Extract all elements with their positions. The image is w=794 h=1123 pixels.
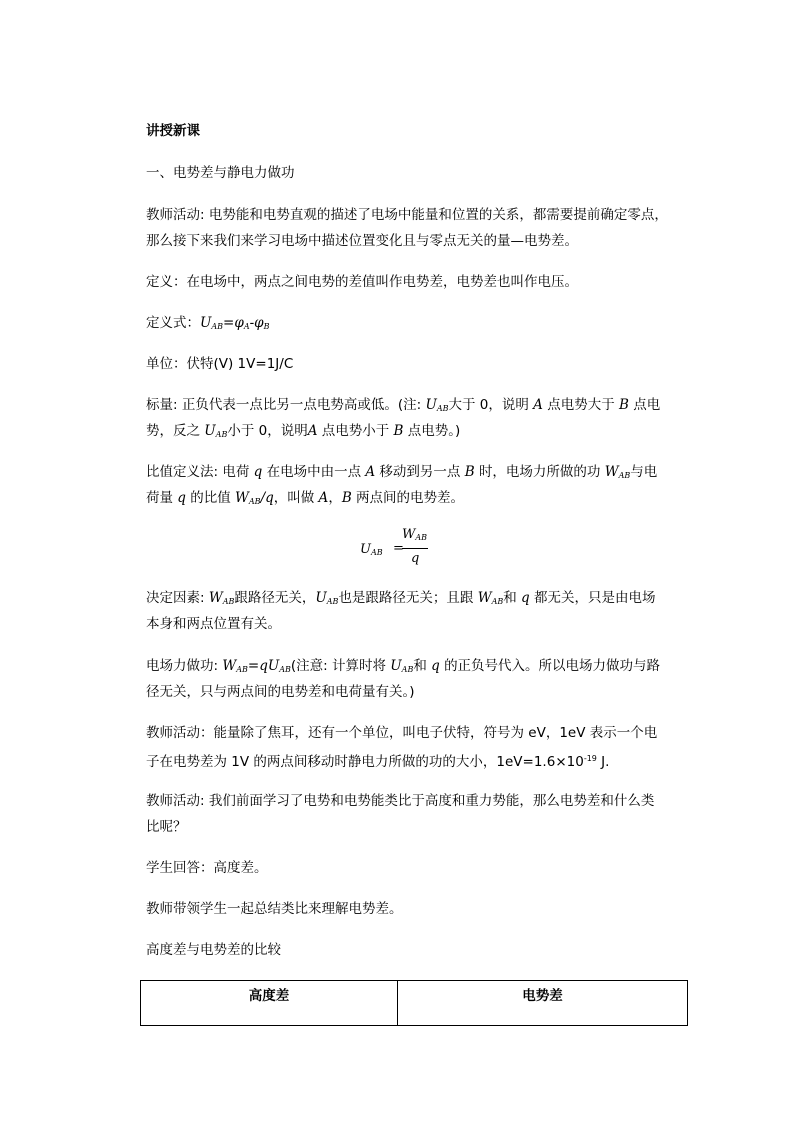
paragraph-ratio-definition-line2: 荷量 q 的比值 $W_{AB}/q$，叫做 A，B 两点间的电势差。 — [146, 490, 465, 506]
table-header-height-difference: 高度差 — [141, 981, 398, 1026]
paragraph-definition: 定义：在电场中，两点之间电势的差值叫作电势差，电势差也叫作电压。 — [146, 274, 578, 290]
paragraph-determining-factors-line2: 本身和两点位置有关。 — [146, 616, 281, 632]
table-caption: 高度差与电势差的比较 — [146, 942, 281, 958]
paragraph-summary: 教师带领学生一起总结类比来理解电势差。 — [146, 901, 403, 917]
paragraph-student-answer: 学生回答：高度差。 — [146, 860, 268, 876]
paragraph-determining-factors-line1: 决定因素: $W_{AB}$跟路径无关，$U_{AB}$也是跟路径无关；且跟 $W_{AB}$和 q 都无关，只是由电场 — [146, 590, 656, 606]
paragraph-teacher-activity-3-line1: 教师活动: 我们前面学习了电势和电势能类比于高度和重力势能，那么电势差和什么类 — [146, 793, 655, 809]
section-title: 一、电势差与静电力做功 — [146, 165, 295, 181]
paragraph-definition-formula: 定义式：$U_{AB}=\varphi_A-\varphi_B$ — [146, 315, 270, 331]
paragraph-electric-work-line2: 径无关，只与两点间的电势差和电荷量有关。) — [146, 684, 415, 700]
paragraph-scalar-line1: 标量: 正负代表一点比另一点电势高或低。(注: $U_{AB}$大于 0，说明 A 点电势大于 B 点电 — [146, 397, 661, 413]
table-header-row — [141, 981, 688, 1026]
paragraph-electric-work-line1: 电场力做功: $W_{AB}=qU_{AB}$(注意: 计算时将 $U_{AB}$和 q 的正负号代入。所以电场力做功与路 — [146, 658, 661, 674]
paragraph-teacher-activity-2-line1: 教师活动：能量除了焦耳，还有一个单位，叫电子伏特，符号为 eV，1eV 表示一个电 — [146, 725, 658, 741]
heading-lecture: 讲授新课 — [146, 123, 200, 139]
table-header-potential-difference: 电势差 — [398, 981, 688, 1026]
comparison-table — [140, 980, 688, 1026]
paragraph-teacher-activity-1-line2: 那么接下来我们来学习电场中描述位置变化且与零点无关的量—电势差。 — [146, 233, 578, 249]
paragraph-ratio-definition-line1: 比值定义法: 电荷 q 在电场中由一点 A 移动到另一点 B 时，电场力所做的功 $W_{AB}$与电 — [146, 464, 658, 480]
document-page: 讲授新课 一、电势差与静电力做功 教师活动: 电势能和电势直观的描述了电场中能量和位置的关系，都需要提前确定零点， 那么接下来我们来学习电场中描述位置变化且与零点无关的量—电势差。 定义：在电场中，两点之间电势的差值叫作电势差，电势差也叫作电压。 定义式：$U_{AB}=\varphi_A-\varphi_B$ 单位：伏特(V) 1V=1J/C 标量: 正负代表一点比另一点电势高或低。(注: $U_{AB}$大于 0，说明 A 点电势大于 B 点电 势，反之 $U_{AB}$小于 0，说明A 点电势小于 B 点电势。) 比值定义法: 电荷 q 在电场中由一点 A 移动到另一点 B 时，电场力所做的功 $W_{AB}$与电 荷量 q 的比值 $W_{AB}/q$，叫做 A，B 两点间的电势差。 $U_{AB}$ = $W_{AB}$ q 决定因素: $W_{AB}$跟路径无关，$U_{AB}$也是跟路径无关；且跟 $W_{AB}$和 q 都无关，只是由电场 本身和两点位置有关。 电场力做功: $W_{AB}=qU_{AB}$(注意: 计算时将 $U_{AB}$和 q 的正负号代入。所以电场力做功与路 径无关，只与两点间的电势差和电荷量有关。) 教师活动：能量除了焦耳，还有一个单位，叫电子伏特，符号为 eV，1eV 表示一个电 子在电势差为 1V 的两点间移动时静电力所做的功的大小，$1eV=1.6\times 10^{-19}$ J. 教师活动: 我们前面学习了电势和电势能类比于高度和重力势能，那么电势差和什么类 比呢？ 学生回答：高度差。 教师带领学生一起总结类比来理解电势差。 高度差与电势差的比较 高度差 电势差 — [0, 0, 794, 1123]
paragraph-scalar-line2: 势，反之 $U_{AB}$小于 0，说明A 点电势小于 B 点电势。) — [146, 423, 461, 439]
paragraph-unit: 单位：伏特(V) 1V=1J/C — [146, 356, 294, 372]
paragraph-teacher-activity-3-line2: 比呢？ — [146, 819, 187, 835]
paragraph-teacher-activity-1-line1: 教师活动: 电势能和电势直观的描述了电场中能量和位置的关系，都需要提前确定零点， — [146, 207, 668, 223]
paragraph-teacher-activity-2-line2: 子在电势差为 1V 的两点间移动时静电力所做的功的大小，$1eV=1.6\times 10^{-19}$ J. — [146, 754, 610, 770]
